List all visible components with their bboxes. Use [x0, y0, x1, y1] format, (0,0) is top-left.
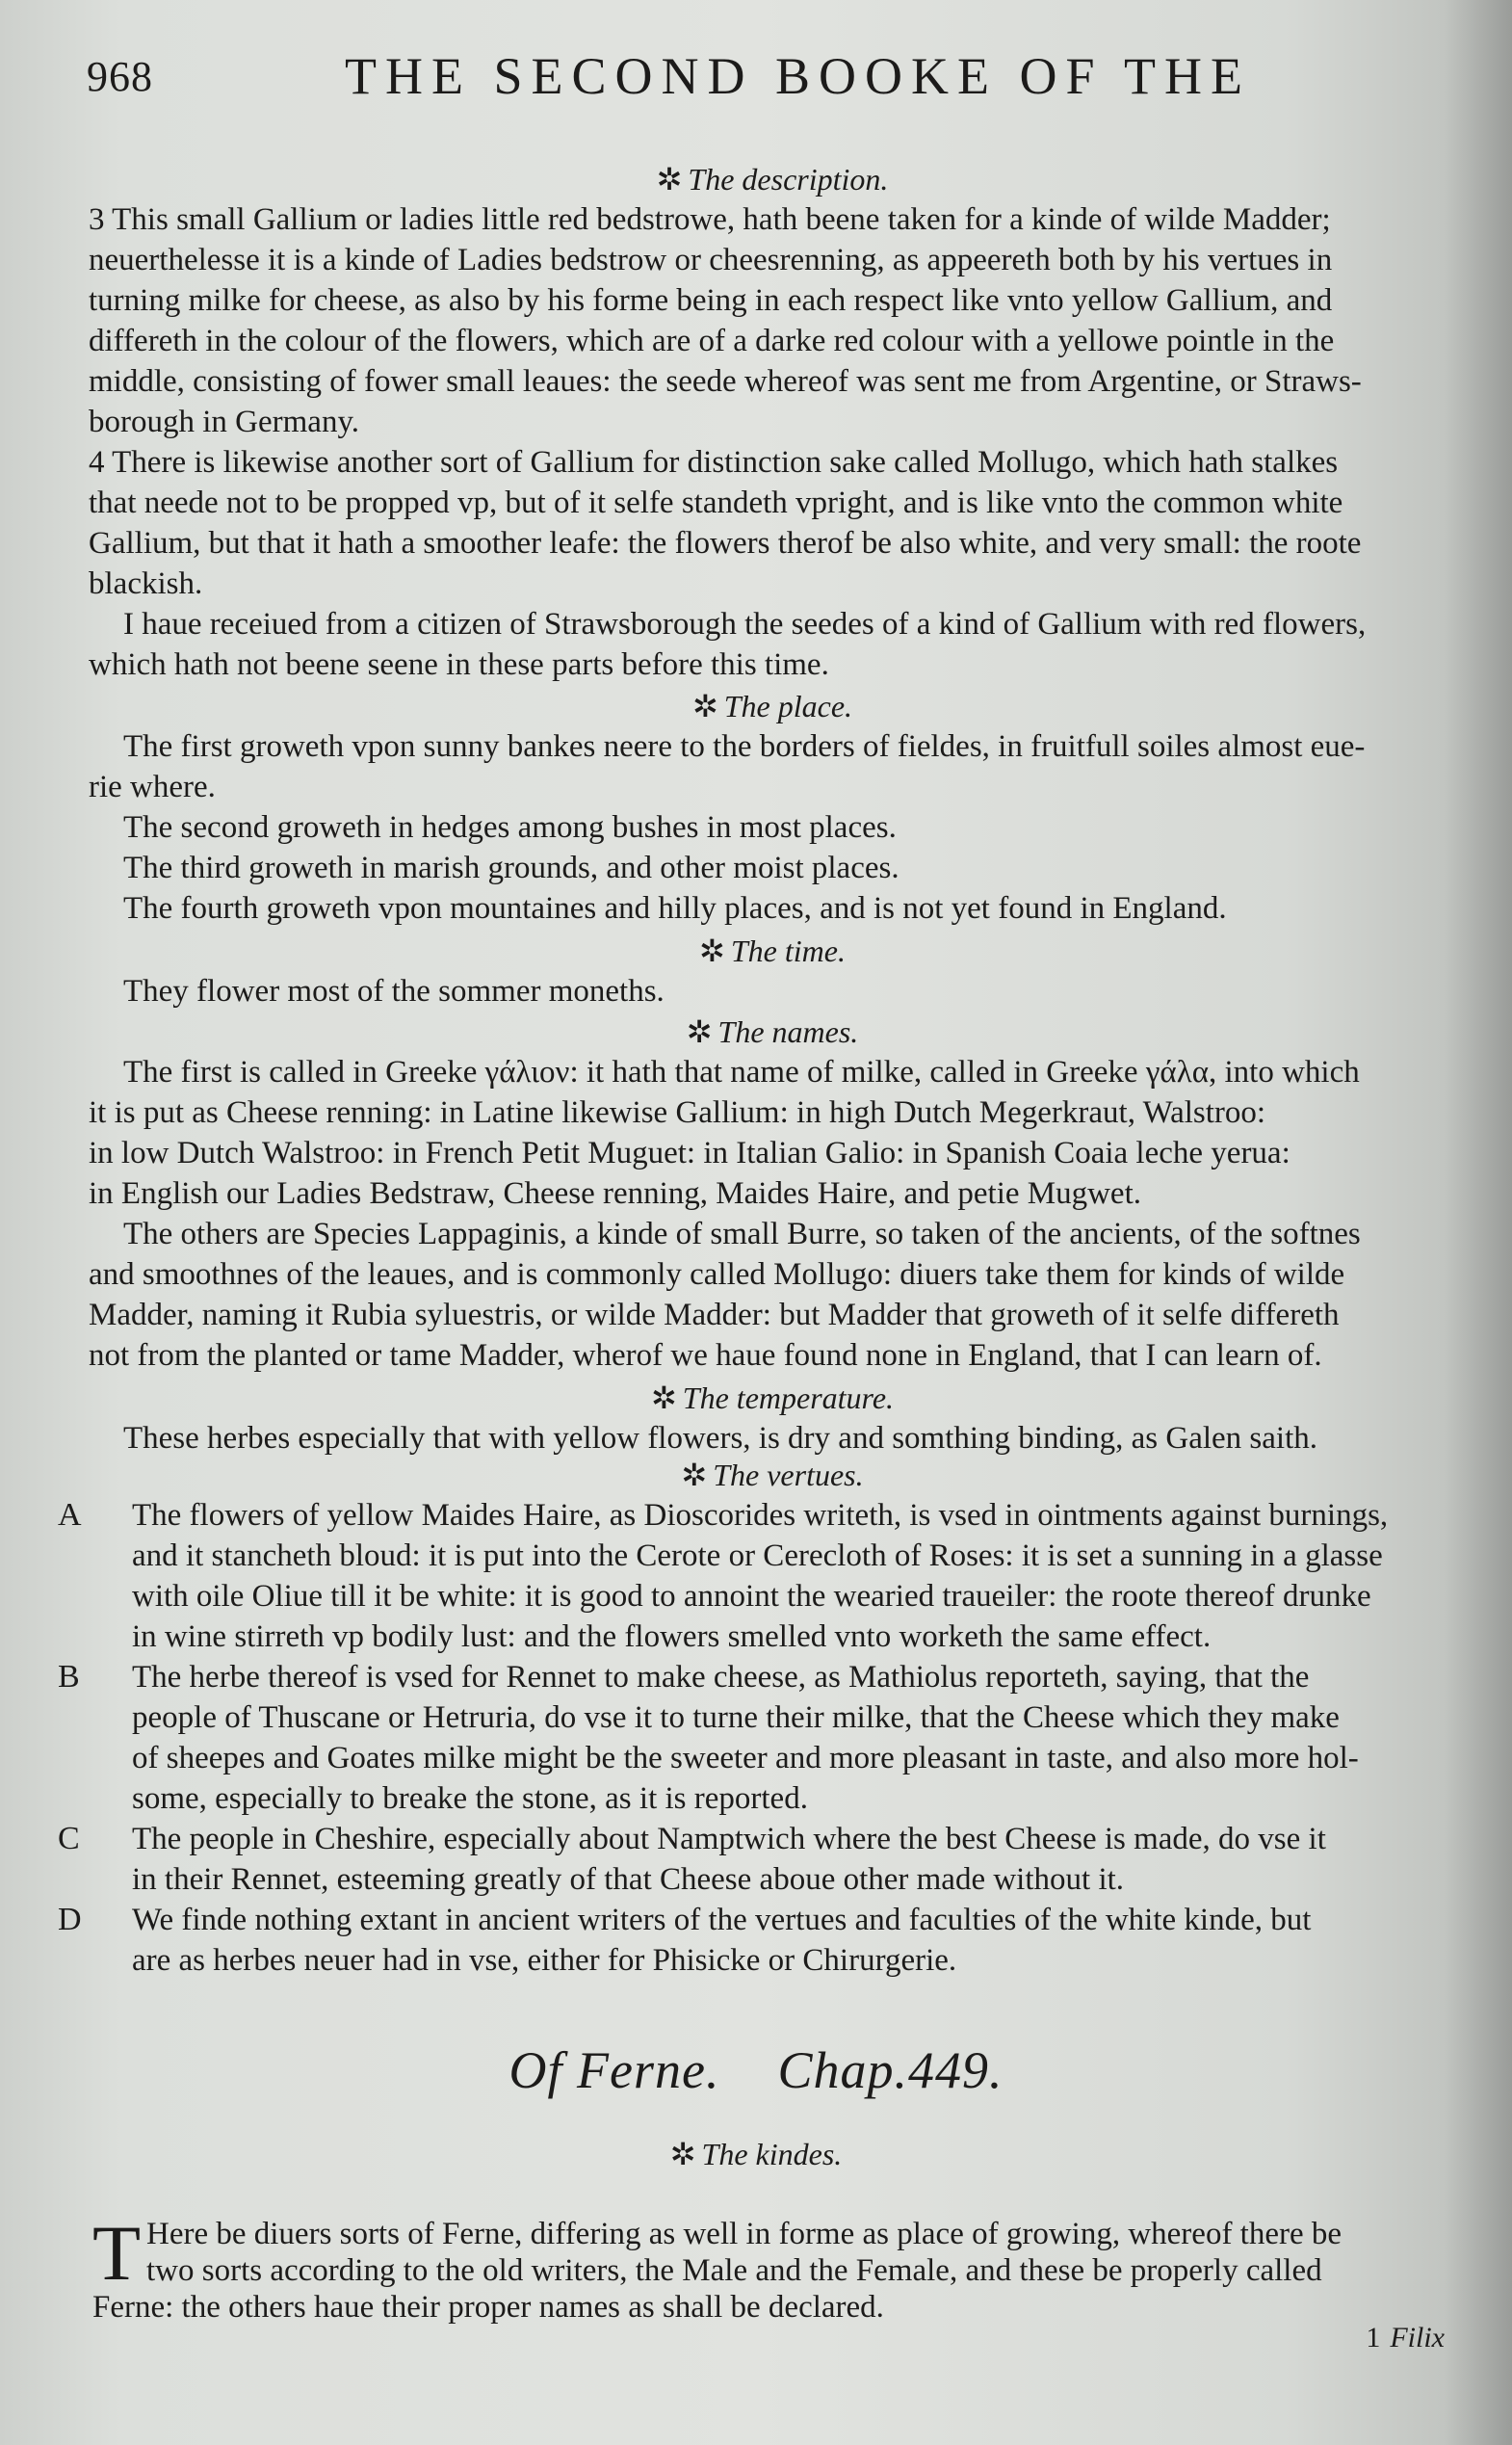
- heading-text: The description.: [688, 162, 889, 197]
- text-line: blackish.: [89, 566, 203, 601]
- heading-text: The kindes.: [701, 2137, 843, 2171]
- section-place: [89, 686, 1456, 929]
- text-line: in wine stirreth vp bodily lust: and the flowers smelled vnto worketh the same effect.: [132, 1619, 1212, 1654]
- text-line: The first is called in Greeke γάλιον: it hath that name of milke, called in Greeke γάλα, into which: [123, 1055, 1360, 1090]
- heading-text: The names.: [717, 1014, 859, 1049]
- fleuron-icon: ✲: [669, 2137, 696, 2171]
- text-line: which hath not beene seene in these parts before this time.: [89, 647, 829, 682]
- text-line: These herbes especially that with yellow flowers, is dry and somthing binding, as Galen saith.: [123, 1421, 1317, 1456]
- section-names: [89, 1012, 1456, 1376]
- text-line: and smoothnes of the leaues, and is commonly called Mollugo: diuers take them for kinds of wilde: [89, 1257, 1345, 1292]
- text-line: The second groweth in hedges among bushes in most places.: [123, 810, 897, 845]
- heading-text: The time.: [730, 933, 846, 968]
- text-line: middle, consisting of fower small leaues: the seede whereof was sent me from Argentine, or Straws-: [89, 364, 1362, 399]
- chapter-title: Of Ferne.: [508, 2041, 720, 2099]
- text-line: We finde nothing extant in ancient writers of the vertues and faculties of the white kinde, but: [132, 1903, 1312, 1937]
- text-line: They flower most of the sommer moneths.: [123, 974, 665, 1009]
- section-heading-names: [89, 1012, 1456, 1052]
- text-line: differeth in the colour of the flowers, which are of a darke red colour with a yellowe pointle in the: [89, 324, 1335, 358]
- vertue-item-b: [58, 1657, 1456, 1819]
- fleuron-icon: ✲: [681, 1458, 708, 1492]
- heading-text: The place.: [723, 689, 853, 723]
- text-line: Ferne: the others haue their proper names as shall be declared.: [92, 2290, 884, 2325]
- catchword-text: Filix: [1390, 2322, 1445, 2353]
- heading-text: The vertues.: [713, 1458, 864, 1492]
- catchword: [1366, 2322, 1445, 2354]
- text-line: Madder, naming it Rubia syluestris, or wilde Madder: but Madder that groweth of it selfe differeth: [89, 1298, 1340, 1332]
- text-line: with oile Oliue till it be white: it is good to annoint the wearied traueiler: the roote thereof drunke: [132, 1579, 1371, 1614]
- page-number: 968: [87, 53, 153, 100]
- text-line: borough in Germany.: [89, 405, 360, 439]
- text-line: The first groweth vpon sunny bankes neere to the borders of fieldes, in fruitfull soiles almost eue-: [123, 729, 1366, 764]
- catchword-number: 1: [1366, 2322, 1381, 2353]
- text-line: of sheepes and Goates milke might be the sweeter and more pleasant in taste, and also more hol-: [132, 1741, 1359, 1775]
- section-heading-kindes: [0, 2134, 1512, 2174]
- text-line: Here be diuers sorts of Ferne, differing as well in forme as place of growing, whereof there be: [146, 2217, 1343, 2251]
- section-vertues: [58, 1455, 1456, 1981]
- text-line: The fourth groweth vpon mountaines and hilly places, and is not yet found in England.: [123, 891, 1227, 926]
- text-line: in their Rennet, esteeming greatly of that Cheese aboue other made without it.: [132, 1862, 1125, 1897]
- chapter-intro: [92, 2216, 1437, 2326]
- section-description: [89, 159, 1456, 685]
- margin-letter: D: [58, 1902, 82, 1937]
- text-line: The others are Species Lappaginis, a kinde of small Burre, so taken of the ancients, of the softnes: [123, 1217, 1361, 1251]
- running-title: THE SECOND BOOKE OF THE: [345, 47, 1252, 105]
- fleuron-icon: ✲: [650, 1380, 677, 1415]
- text-line: I haue receiued from a citizen of Strawsborough the seedes of a kind of Gallium with red flowers,: [123, 607, 1367, 642]
- section-heading-place: [89, 686, 1456, 726]
- vertue-item-d: [58, 1900, 1456, 1981]
- text-line: in English our Ladies Bedstraw, Cheese renning, Maides Haire, and petie Mugwet.: [89, 1176, 1141, 1211]
- text-line: it is put as Cheese renning: in Latine likewise Gallium: in high Dutch Megerkraut, Walstroo:: [89, 1095, 1266, 1130]
- section-heading-description: [89, 159, 1456, 199]
- text-line: The herbe thereof is vsed for Rennet to make cheese, as Mathiolus reporteth, saying, that the: [132, 1660, 1310, 1695]
- margin-letter: B: [58, 1659, 80, 1695]
- chapter-heading: [0, 2040, 1512, 2100]
- page-header: [87, 46, 1473, 123]
- text-line: in low Dutch Walstroo: in French Petit Muguet: in Italian Galio: in Spanish Coaia leche yerua:: [89, 1136, 1290, 1170]
- text-line: turning milke for cheese, as also by his forme being in each respect like vnto yellow Gallium, and: [89, 283, 1333, 318]
- margin-letter: C: [58, 1821, 80, 1856]
- section-heading-time: [89, 931, 1456, 971]
- text-line: The third groweth in marish grounds, and other moist places.: [123, 851, 899, 885]
- section-heading-vertues: [89, 1455, 1456, 1495]
- paragraph-4: [89, 442, 1456, 604]
- text-line: two sorts according to the old writers, the Male and the Female, and these be properly called: [146, 2253, 1322, 2288]
- section-heading-temperature: [89, 1378, 1456, 1418]
- text-line: 4 There is likewise another sort of Gallium for distinction sake called Mollugo, which hath stalkes: [89, 445, 1339, 480]
- section-temperature: [89, 1378, 1456, 1459]
- heading-text: The temperature.: [682, 1380, 895, 1415]
- section-time: [89, 931, 1456, 1012]
- fleuron-icon: ✲: [699, 933, 725, 968]
- text-line: The flowers of yellow Maides Haire, as Dioscorides writeth, is vsed in ointments against burnings,: [132, 1498, 1389, 1533]
- text-line: The people in Cheshire, especially about Namptwich where the best Cheese is made, do vse it: [132, 1822, 1326, 1856]
- margin-letter: A: [58, 1497, 82, 1533]
- text-line: and it stancheth bloud: it is put into the Cerote or Cerecloth of Roses: it is set a sunning in a glasse: [132, 1538, 1383, 1573]
- text-line: neuerthelesse it is a kinde of Ladies bedstrow or cheesrenning, as appeereth both by his vertues in: [89, 243, 1333, 277]
- vertue-item-c: [58, 1819, 1456, 1900]
- text-line: some, especially to breake the stone, as it is reported.: [132, 1781, 808, 1816]
- text-line: people of Thuscane or Hetruria, do vse it to turne their milke, that the Cheese which they make: [132, 1700, 1340, 1735]
- text-line: Gallium, but that it hath a smoother leafe: the flowers therof be also white, and very small: the roote: [89, 526, 1362, 561]
- text-line: 3 This small Gallium or ladies little red bedstrowe, hath beene taken for a kinde of wilde Madder;: [89, 202, 1331, 237]
- text-line: not from the planted or tame Madder, wherof we haue found none in England, that I can learn of.: [89, 1338, 1322, 1373]
- paragraph-3: [89, 199, 1456, 442]
- fleuron-icon: ✲: [656, 162, 683, 197]
- chapter-number: Chap.449.: [777, 2041, 1004, 2099]
- drop-cap: T: [92, 2209, 142, 2297]
- text-line: are as herbes neuer had in vse, either for Phisicke or Chirurgerie.: [132, 1943, 957, 1978]
- text-line: that neede not to be propped vp, but of it selfe standeth vpright, and is like vnto the common white: [89, 486, 1343, 520]
- fleuron-icon: ✲: [686, 1014, 713, 1049]
- fleuron-icon: ✲: [691, 689, 718, 723]
- vertue-item-a: [58, 1495, 1456, 1657]
- text-line: rie where.: [89, 770, 216, 804]
- paragraph-5: [89, 604, 1456, 685]
